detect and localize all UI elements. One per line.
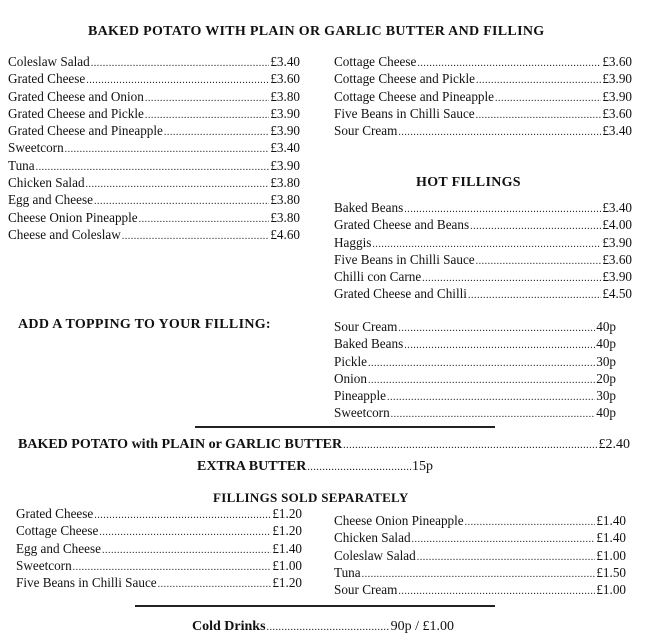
menu-item xyxy=(8,105,300,122)
menu-item-name: Chicken Salad xyxy=(334,530,411,546)
menu-item-name: Chilli con Carne xyxy=(334,269,422,285)
menu-item-name: Grated Cheese and Beans xyxy=(334,217,470,233)
leader-dots xyxy=(91,55,270,72)
plain-potato-line xyxy=(18,437,630,453)
menu-item-name: Grated Cheese xyxy=(8,71,86,87)
menu-item xyxy=(8,157,300,174)
menu-item-name: Five Beans in Chilli Sauce xyxy=(16,575,157,591)
leader-dots xyxy=(65,141,270,158)
menu-item xyxy=(334,70,632,87)
menu-item xyxy=(8,53,300,70)
toppings-list xyxy=(334,318,616,422)
menu-item-name: Coleslaw Salad xyxy=(8,54,90,69)
menu-item xyxy=(334,581,626,598)
menu-item-name: Cottage Cheese xyxy=(334,54,417,69)
extra-butter-price: 15p xyxy=(412,459,433,474)
hot-fillings-title: HOT FILLINGS xyxy=(416,175,521,190)
menu-item-price: 20p xyxy=(596,370,616,386)
menu-item xyxy=(8,122,300,139)
leader-dots xyxy=(391,406,596,423)
menu-item-price: £3.80 xyxy=(270,88,300,104)
menu-item xyxy=(334,387,616,404)
leader-dots xyxy=(398,583,595,600)
menu-item xyxy=(334,404,616,421)
menu-item-price: 40p xyxy=(596,405,616,421)
menu-item-name: Grated Cheese and Chilli xyxy=(334,286,467,302)
menu-item-price: £3.60 xyxy=(602,105,632,121)
menu-item-price: 40p xyxy=(596,319,616,334)
menu-item-price: £3.90 xyxy=(270,123,300,139)
leader-dots xyxy=(86,176,270,193)
leader-dots xyxy=(495,90,601,107)
leader-dots xyxy=(307,462,411,473)
menu-item-name: Sour Cream xyxy=(334,582,398,598)
menu-item-name: Tuna xyxy=(334,564,361,580)
menu-item xyxy=(334,564,626,581)
menu-item xyxy=(8,70,300,87)
menu-item-name: Onion xyxy=(334,370,367,386)
menu-item xyxy=(334,105,632,122)
leader-dots xyxy=(470,218,601,235)
leader-dots xyxy=(417,549,596,566)
cold-drinks-line xyxy=(192,619,454,635)
menu-item-price: £3.60 xyxy=(602,54,632,69)
menu-item xyxy=(8,139,300,156)
menu-item-price: £4.00 xyxy=(602,217,632,233)
fillings-separately-right-list xyxy=(334,512,626,598)
menu-item-price: £1.40 xyxy=(272,540,302,556)
fillings-separately-title: FILLINGS SOLD SEPARATELY xyxy=(213,490,409,505)
menu-item-name: Cottage Cheese and Pineapple xyxy=(334,88,495,104)
menu-item-price: £3.90 xyxy=(270,105,300,121)
leader-dots xyxy=(145,90,269,107)
menu-item xyxy=(334,122,632,139)
menu-item-price: £3.40 xyxy=(270,140,300,156)
extra-butter-label: EXTRA BUTTER xyxy=(197,459,307,474)
menu-item-name: Grated Cheese and Onion xyxy=(8,88,144,104)
menu-item-name: Grated Cheese and Pickle xyxy=(8,105,144,121)
leader-dots xyxy=(398,320,595,337)
cold-drinks-price: 90p / £1.00 xyxy=(390,619,454,634)
leader-dots xyxy=(398,124,601,141)
menu-item-price: £3.80 xyxy=(270,209,300,225)
menu-item-name: Five Beans in Chilli Sauce xyxy=(334,251,475,267)
leader-dots xyxy=(368,372,595,389)
main-left-list xyxy=(8,53,300,243)
leader-dots xyxy=(476,72,601,89)
fillings-separately-left-list xyxy=(16,505,302,591)
menu-item-price: £3.80 xyxy=(270,192,300,208)
menu-item xyxy=(334,53,632,70)
leader-dots xyxy=(139,211,270,228)
leader-dots xyxy=(343,440,597,451)
menu-item xyxy=(8,174,300,191)
menu-item-price: £1.20 xyxy=(272,523,302,539)
menu-item-name: Egg and Cheese xyxy=(16,540,101,556)
menu-item-price: 30p xyxy=(596,388,616,404)
menu-item-name: Tuna xyxy=(8,157,35,173)
menu-item xyxy=(334,251,632,268)
extra-butter-line xyxy=(197,459,433,475)
leader-dots xyxy=(412,531,596,548)
menu-item-name: Cheese and Coleslaw xyxy=(8,226,121,242)
menu-item-name: Chicken Salad xyxy=(8,175,85,191)
menu-item xyxy=(334,199,632,216)
menu-item-name: Sour Cream xyxy=(334,319,398,334)
divider-line xyxy=(195,426,495,428)
menu-item xyxy=(334,88,632,105)
menu-item-name: Pickle xyxy=(334,353,367,369)
menu-item-price: £3.40 xyxy=(270,54,300,69)
toppings-title: ADD A TOPPING TO YOUR FILLING: xyxy=(18,317,271,332)
menu-item xyxy=(16,540,302,557)
menu-item xyxy=(334,353,616,370)
menu-item-price: £1.50 xyxy=(596,564,626,580)
menu-item-name: Cottage Cheese xyxy=(16,523,99,539)
menu-item-name: Sweetcorn xyxy=(16,557,72,573)
divider-line-bottom xyxy=(135,605,495,607)
plain-potato-price: £2.40 xyxy=(598,437,630,452)
menu-item-name: Cottage Cheese and Pickle xyxy=(334,71,475,87)
leader-dots xyxy=(476,107,602,124)
menu-item-name: Egg and Cheese xyxy=(8,192,93,208)
menu-item xyxy=(334,285,632,302)
leader-dots xyxy=(145,107,269,124)
menu-item-name: Cheese Onion Pineapple xyxy=(334,513,464,528)
main-right-list xyxy=(334,53,632,139)
menu-item-name: Pineapple xyxy=(334,388,387,404)
menu-item-price: £3.80 xyxy=(270,175,300,191)
leader-dots xyxy=(368,355,595,372)
plain-potato-label: BAKED POTATO with PLAIN or GARLIC BUTTER xyxy=(18,437,343,452)
menu-item-price: £3.90 xyxy=(602,234,632,250)
menu-item-name: Sour Cream xyxy=(334,123,398,139)
menu-item xyxy=(334,512,626,529)
leader-dots xyxy=(465,514,596,531)
leader-dots xyxy=(158,576,272,593)
leader-dots xyxy=(94,507,271,524)
menu-item xyxy=(8,191,300,208)
leader-dots xyxy=(468,287,601,304)
menu-item-price: £3.90 xyxy=(602,71,632,87)
menu-item xyxy=(8,88,300,105)
hot-fillings-list xyxy=(334,199,632,303)
leader-dots xyxy=(122,228,270,245)
menu-item-name: Haggis xyxy=(334,234,372,250)
menu-item-price: £3.90 xyxy=(270,157,300,173)
menu-item xyxy=(16,574,302,591)
menu-item-price: £3.90 xyxy=(602,88,632,104)
menu-item-price: £3.60 xyxy=(270,71,300,87)
leader-dots xyxy=(102,542,271,559)
menu-item xyxy=(334,529,626,546)
leader-dots xyxy=(387,389,595,406)
menu-item xyxy=(334,335,616,352)
menu-item-name: Baked Beans xyxy=(334,336,404,352)
menu-item xyxy=(334,370,616,387)
leader-dots xyxy=(476,253,602,270)
menu-item-name: Sweetcorn xyxy=(334,405,390,421)
menu-item-price: £1.40 xyxy=(596,513,626,528)
menu-item xyxy=(334,268,632,285)
menu-item-price: £3.40 xyxy=(602,200,632,215)
menu-item-price: £1.20 xyxy=(272,575,302,591)
menu-item-price: £4.60 xyxy=(270,226,300,242)
menu-item-price: £1.00 xyxy=(272,557,302,573)
menu-item xyxy=(8,226,300,243)
menu-item-price: £1.40 xyxy=(596,530,626,546)
menu-item-name: Grated Cheese and Pineapple xyxy=(8,123,163,139)
cold-drinks-label: Cold Drinks xyxy=(192,619,266,634)
menu-item-price: £1.20 xyxy=(272,506,302,521)
menu-item-price: £1.00 xyxy=(596,582,626,598)
menu-item xyxy=(8,209,300,226)
menu-item-price: £3.90 xyxy=(602,269,632,285)
menu-item xyxy=(16,557,302,574)
menu-item-price: £1.00 xyxy=(596,547,626,563)
menu-item-name: Grated Cheese xyxy=(16,506,94,521)
menu-item-name: Coleslaw Salad xyxy=(334,547,416,563)
menu-item-price: 30p xyxy=(596,353,616,369)
menu-item xyxy=(16,505,302,522)
menu-item-price: £3.60 xyxy=(602,251,632,267)
menu-item-name: Sweetcorn xyxy=(8,140,64,156)
leader-dots xyxy=(164,124,269,141)
menu-item-price: £4.50 xyxy=(602,286,632,302)
menu-item-price: 40p xyxy=(596,336,616,352)
leader-dots xyxy=(404,337,595,354)
menu-item-price: £3.40 xyxy=(602,123,632,139)
menu-item xyxy=(334,234,632,251)
menu-item-name: Cheese Onion Pineapple xyxy=(8,209,138,225)
menu-item xyxy=(16,522,302,539)
leader-dots xyxy=(267,622,390,633)
menu-item xyxy=(334,216,632,233)
main-section-title: BAKED POTATO WITH PLAIN OR GARLIC BUTTER AND FILLING xyxy=(88,24,545,39)
menu-item xyxy=(334,318,616,335)
menu-item-name: Baked Beans xyxy=(334,200,404,215)
leader-dots xyxy=(99,524,271,541)
menu-item xyxy=(334,547,626,564)
menu-item-name: Five Beans in Chilli Sauce xyxy=(334,105,475,121)
